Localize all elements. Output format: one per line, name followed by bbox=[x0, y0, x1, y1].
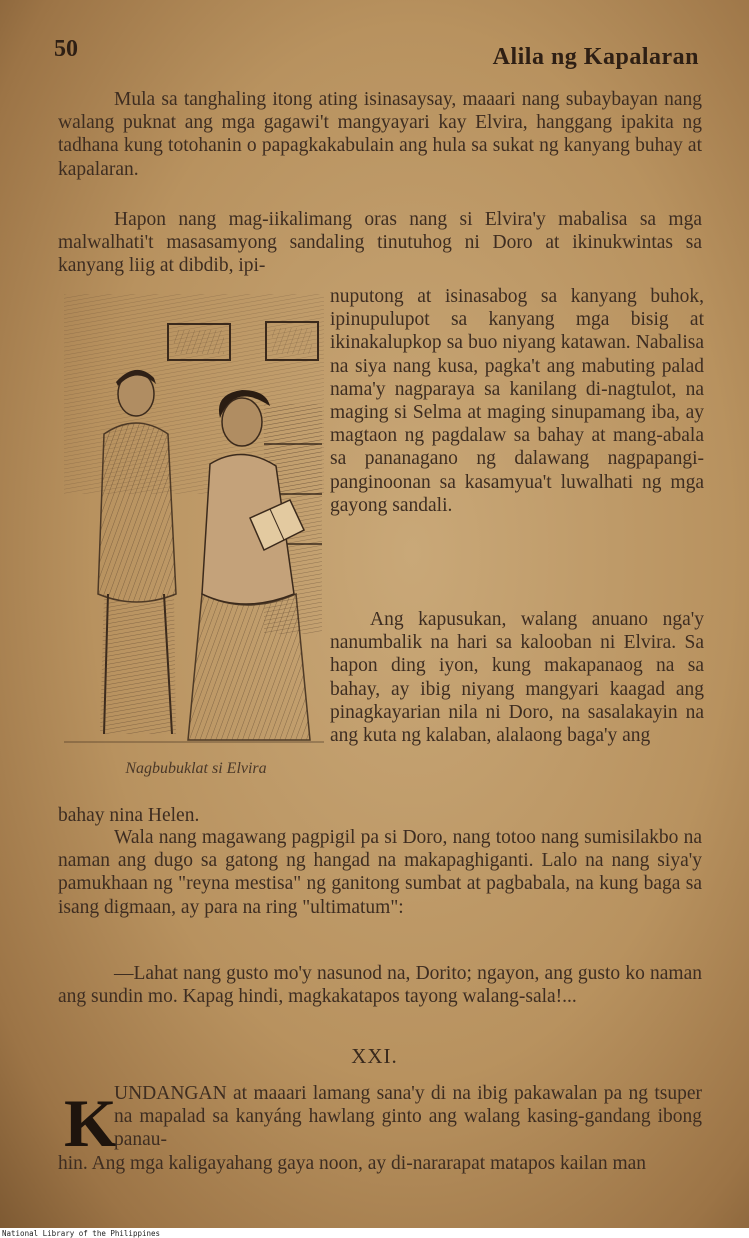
paragraph-6-beside-dropcap: UNDANGAN at maaari lamang sana'y di na ibig pakawalan pa ng tsuper na mapalad sa kanyáng hawlang ginto ang walang kasing-gandang ibong panau- bbox=[114, 1083, 702, 1151]
paragraph-2-intro: Hapon nang mag-iikalimang oras nang si Elvira'y mabalisa sa mga malwalhati't masasamyong sandaling tinutuhog ni Doro at ikinukwintas sa kanyang liig at dibdib, ipi- bbox=[58, 209, 702, 277]
paragraph-2-continued: nuputong at isinasabog sa kanyang buhok, ipinupulupot sa kanyang mga bisig at ikinakalupkop sa buo niyang katawan. Nabalisa na siya nang kusa, pagka't ang mabuting palad nama'y nagparaya sa kanilang di-nagtulot, na maging si Selma at maging sinupamang iba, ay magtaon ng pagdalaw sa bahay at mang-abala sa pananagano ng dalawang nagpapangi-panginoonan sa kasamyua't luwalhati ng mga gayong sandali. bbox=[330, 286, 704, 516]
paragraph-4: Wala nang magawang pagpigil pa si Doro, nang totoo nang sumisilakbo na naman ang dugo sa gatong ng hangad na makapaghiganti. Lalo na nang siya'y pamukhaan ng "reyna mestisa" ng ganitong sumbat at pagbabala, na kung baga sa isang digmaan, ay para na ring "ultimatum": bbox=[58, 827, 702, 918]
paragraph-3-end: bahay nina Helen. bbox=[58, 805, 200, 826]
paragraph-5: —Lahat nang gusto mo'y nasunod na, Dorito; ngayon, ang gusto ko naman ang sundin mo. Kapag hindi, magkakatapos tayong walang-sala!... bbox=[58, 963, 702, 1008]
illustration-caption: Nagbubuklat si Elvira bbox=[125, 760, 267, 777]
paragraph-3: Ang kapusukan, walang anuano nga'y nanumbalik na hari sa kalooban ni Elvira. Sa hapon ding iyon, kung makapanaog na sa bahay, ay ibig niyang mangyari kaagad ang pinagkayarian nila ni Doro, na sasalakayin na ang kuta ng kalaban, alalaong baga'y ang bbox=[330, 609, 704, 747]
page-number: 50 bbox=[54, 36, 78, 62]
illustration-drawing bbox=[64, 294, 324, 756]
drop-cap: K bbox=[64, 1085, 117, 1161]
library-credit: National Library of the Philippines bbox=[2, 1229, 161, 1238]
chapter-heading: XXI. bbox=[351, 1044, 398, 1068]
paragraph-1: Mula sa tanghaling itong ating isinasaysay, maaari nang subaybayan nang walang puknat ang mga gagawi't mangyayari kay Elvira, hanggang ipakita ng tadhana kung totohanin o papagkakabulain ang hula sa sukat ng kanyang buhay at kapalaran. bbox=[58, 89, 702, 180]
running-head: Alila ng Kapalaran bbox=[492, 44, 699, 70]
paragraph-6-continued: hin. Ang mga kaligayahang gaya noon, ay di-nararapat matapos kailan man bbox=[58, 1153, 647, 1174]
illustration-elvira bbox=[64, 294, 324, 756]
